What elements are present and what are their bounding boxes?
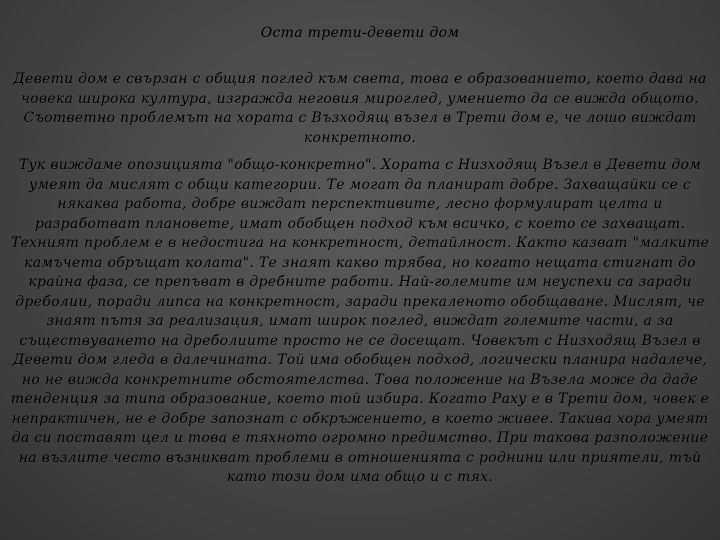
paragraph-ninth-house: Девети дом е свързан с общия поглед към света, това е образованието, което дава на човека широка култура, изгражда неговия мироглед, умението да се вижда общото. Съответно проблемът на хората с Възходящ възел в Трети дом е, че лошо виждат конкретното.: [13, 71, 707, 146]
slide-title: Оста трети-девети дом: [260, 25, 460, 41]
paragraph-general-concrete: Тук виждаме опозицията "общо-конкретно". Хората с Низходящ Възел в Девети дом умеят да мислят с общи категории. Те могат да планират добре. Захващайки се с някаква работа, добре виждат перспективите, лесно формулират целта и разработват плановете, имат обобщен подход към всичко, с което се захващат. Техният проблем е в недостига на конкретност, детайлност. Както казват "малките камъчета обръщат колата". Те знаят какво трябва, но когато нещата стигнат до крайна фаза, се препъват в дребните работи. Най-големите им неуспехи са заради дреболии, поради липса на конкретност, заради прекаленото обобщаване. Мислят, че знаят пътя за реализация, имат широк поглед, виждат големите части, а за съществуването на дреболиите просто не се досещат. Човекът с Низходящ Възел в Девети дом гледа в далечината. Той има обобщен подход, логически планира надалече, но не вижда конкретните обстоятелства. Това положение на Възела може да даде тенденция за типа образование, което той избира. Когато Раху е в Трети дом, човек е непрактичен, не е добре запознат с обкръжението, в което живее. Такива хора умеят да си поставят цел и това е тяхното огромно предимство. При такова разположение на възлите често възникват проблеми в отношенията с роднини или приятели, тъй като този дом има общо и с тях.: [10, 157, 710, 485]
